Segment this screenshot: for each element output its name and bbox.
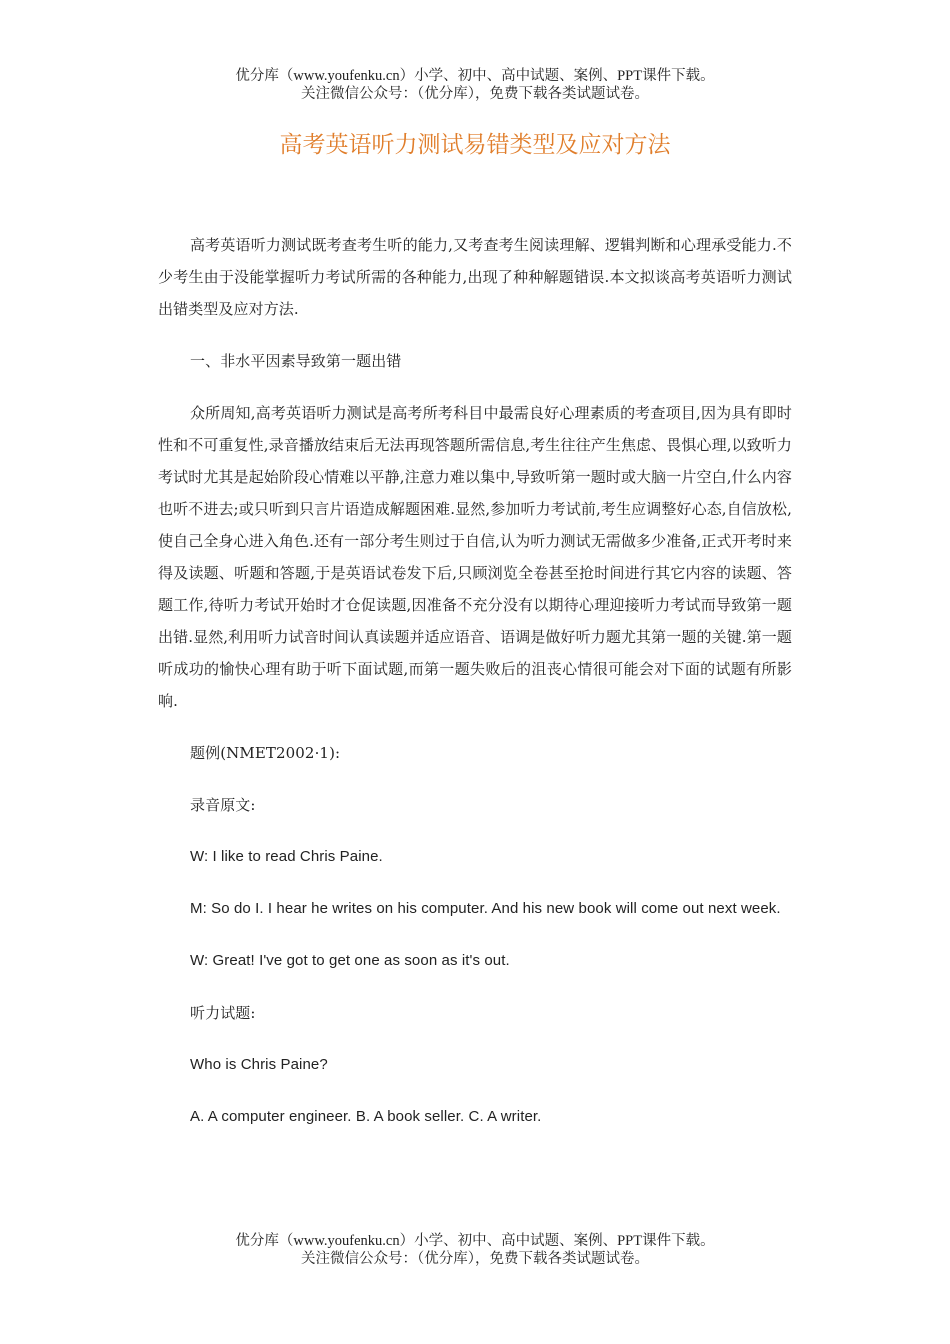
question-text: Who is Chris Paine? (190, 1056, 328, 1073)
page-footer (0, 1232, 950, 1268)
section-heading: 一、非水平因素导致第一题出错 (190, 352, 402, 370)
answer-options: A. A computer engineer. B. A book seller. C. A writer. (190, 1108, 542, 1125)
header-wechat-line: 关注微信公众号：（优分库），免费下载各类试题试卷。 (301, 86, 649, 102)
document-title: 高考英语听力测试易错类型及应对方法 (279, 132, 671, 158)
dialogue-line-m1: M: So do I. I hear he writes on his computer. And his new book will come out next week. (190, 900, 781, 917)
footer-site-line: 优分库（www.youfenku.cn）小学、初中、高中试题、案例、PPT课件下载。 (235, 1233, 715, 1249)
header-site-line: 优分库（www.youfenku.cn）小学、初中、高中试题、案例、PPT课件下载。 (235, 68, 715, 84)
example-label: 题例(NMET2002·1): (190, 744, 341, 762)
footer-wechat-line: 关注微信公众号：（优分库），免费下载各类试题试卷。 (301, 1251, 649, 1267)
dialogue-line-w2: W: Great! I've got to get one as soon as it's out. (190, 952, 510, 969)
question-label: 听力试题: (190, 1004, 256, 1022)
document-body (158, 229, 792, 1153)
dialogue-line-w1: W: I like to read Chris Paine. (190, 848, 383, 865)
intro-paragraph: 高考英语听力测试既考查考生听的能力,又考查考生阅读理解、逻辑判断和心理承受能力.不少考生由于没能掌握听力考试所需的各种能力,出现了种种解题错误.本文拟谈高考英语听力测试出错类型及应对方法. (158, 236, 792, 318)
page-header (0, 67, 950, 103)
body-paragraph: 众所周知,高考英语听力测试是高考所考科目中最需良好心理素质的考查项目,因为具有即时性和不可重复性,录音播放结束后无法再现答题所需信息,考生往往产生焦虑、畏惧心理,以致听力考试时尤其是起始阶段心情难以平静,注意力难以集中,导致听第一题时或大脑一片空白,什么内容也听不进去;或只听到只言片语造成解题困难.显然,参加听力考试前,考生应调整好心态,自信放松,使自己全身心进入角色.还有一部分考生则过于自信,认为听力测试无需做多少准备,正式开考时来得及读题、听题和答题,于是英语试卷发下后,只顾浏览全卷甚至抢时间进行其它内容的读题、答题工作,待听力考试开始时才仓促读题,因准备不充分没有以期待心理迎接听力考试而导致第一题出错.显然,利用听力试音时间认真读题并适应语音、语调是做好听力题尤其第一题的关键.第一题听成功的愉快心理有助于听下面试题,而第一题失败后的沮丧心情很可能会对下面的试题有所影响. (158, 404, 792, 710)
transcript-label: 录音原文: (190, 796, 256, 814)
